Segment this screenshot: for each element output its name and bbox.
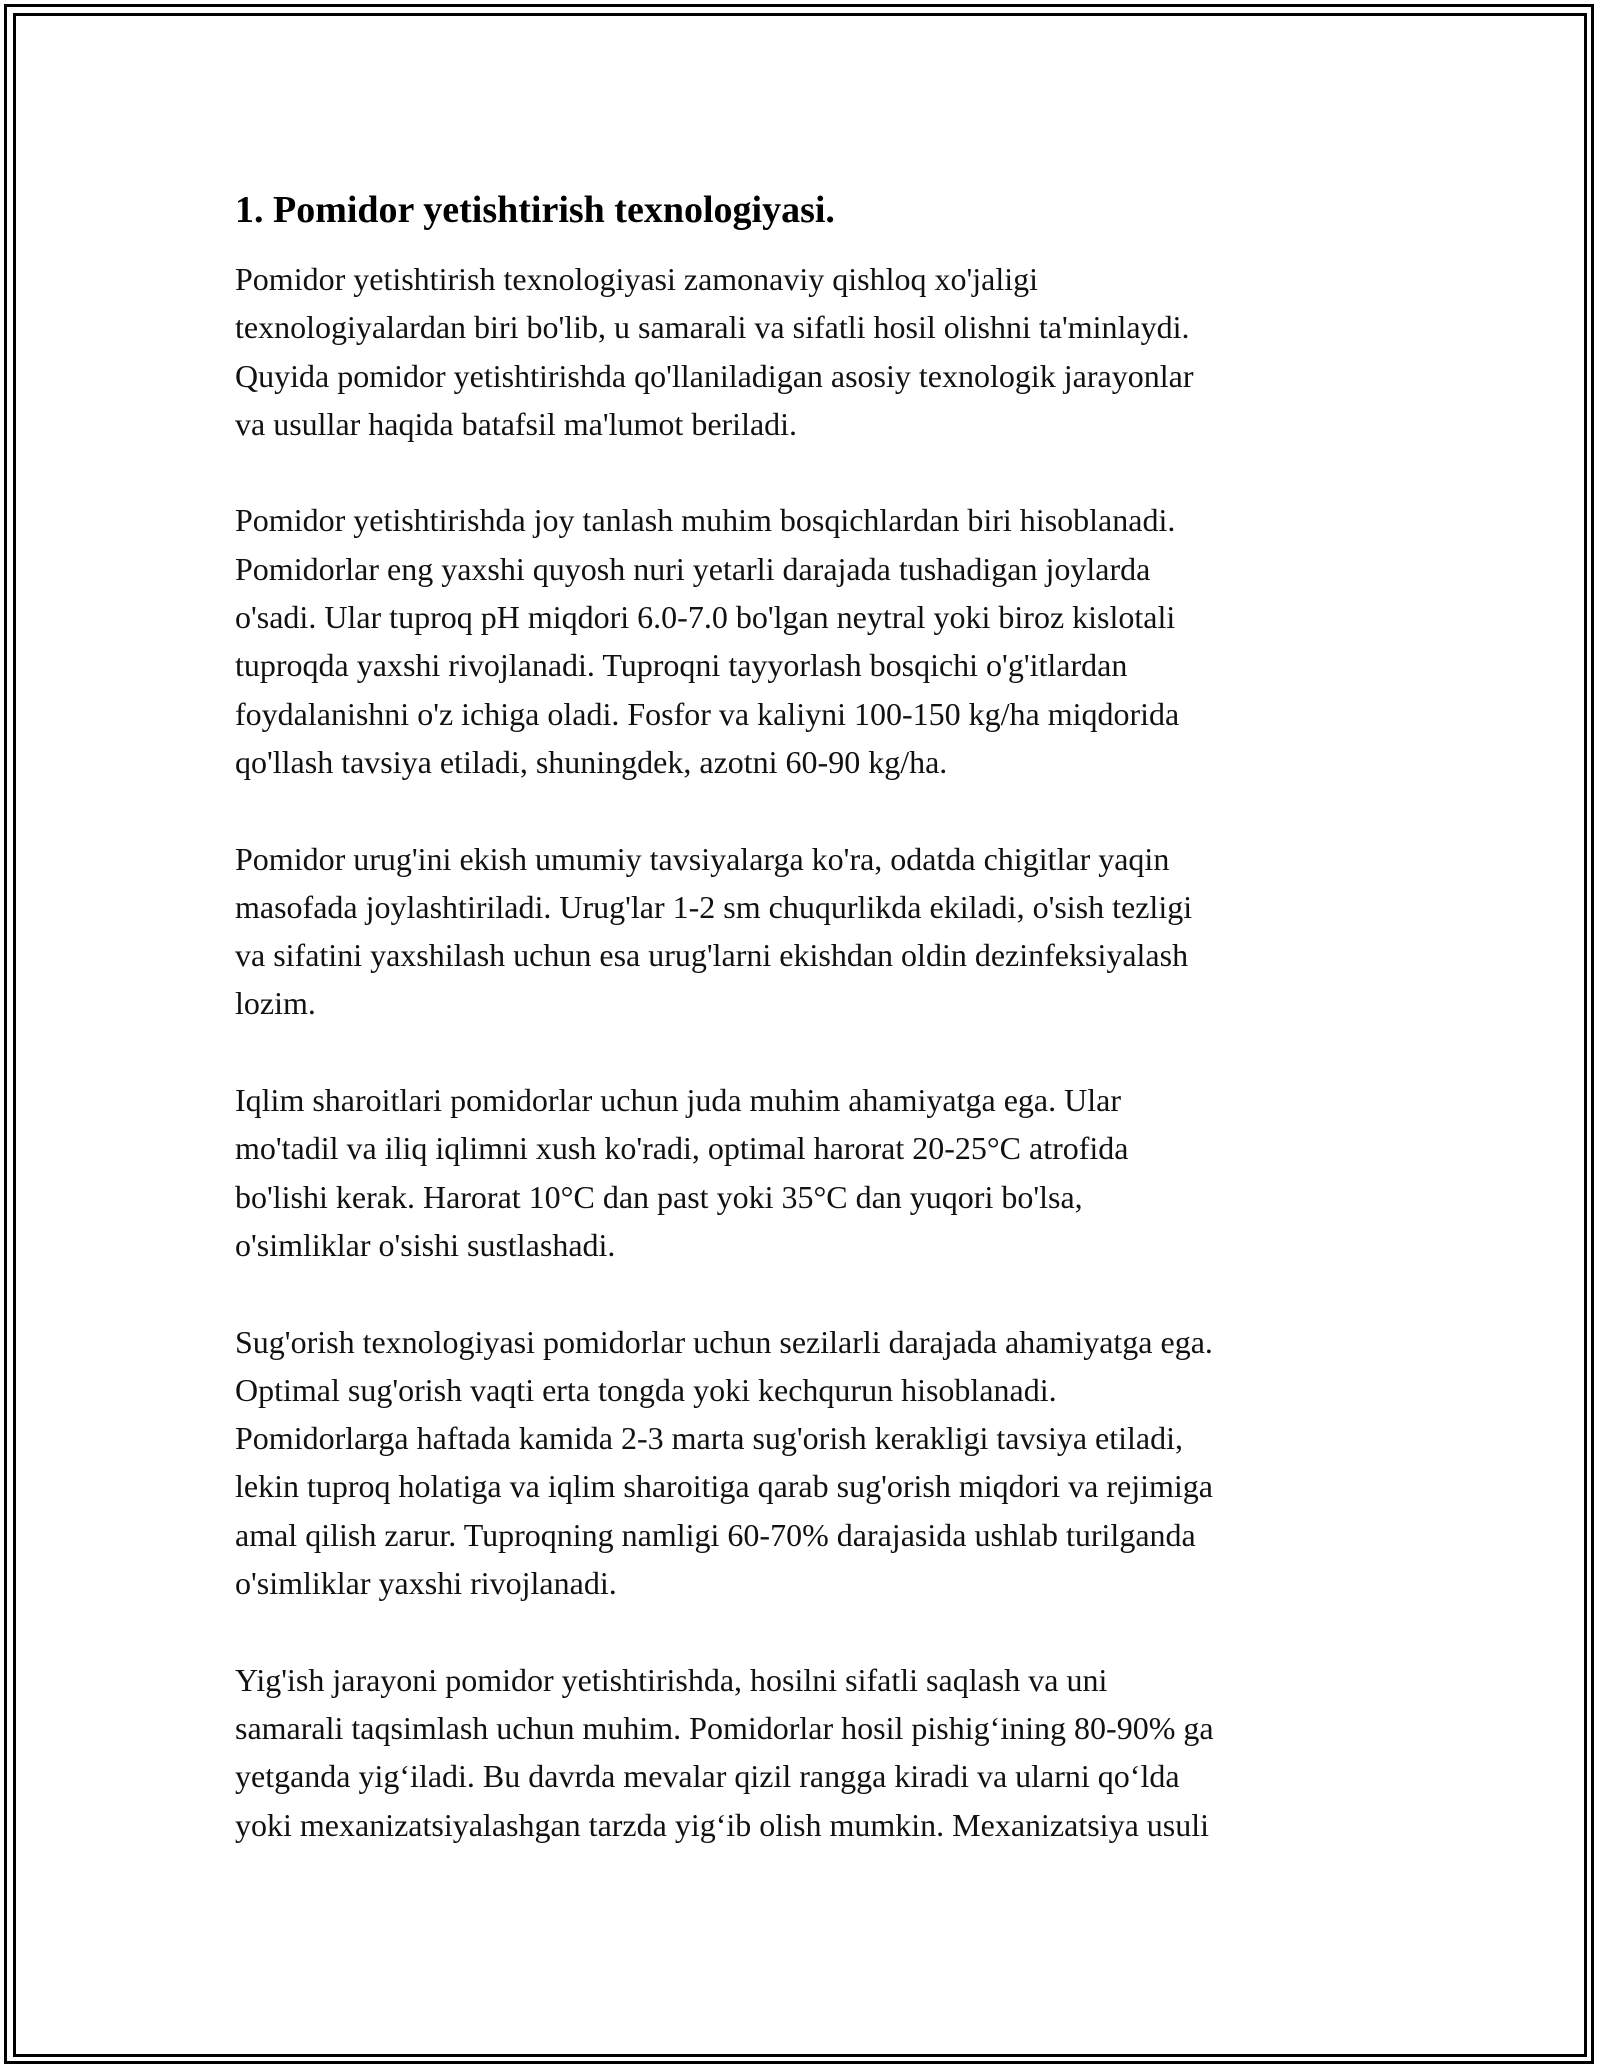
text-line: bo'lishi kerak. Harorat 10°C dan past yoki 35°C dan yuqori bo'lsa, <box>235 1178 1083 1215</box>
text-line: qo'llash tavsiya etiladi, shuningdek, azotni 60-90 kg/ha. <box>235 743 948 780</box>
paragraph-harvest <box>235 1656 1370 1849</box>
text-line: Pomidor yetishtirish texnologiyasi zamonaviy qishloq xo'jaligi <box>235 261 1039 297</box>
text-line: va usullar haqida batafsil ma'lumot beriladi. <box>235 405 798 442</box>
text-line: o'simliklar yaxshi rivojlanadi. <box>235 1565 617 1602</box>
text-line: Iqlim sharoitlari pomidorlar uchun juda muhim ahamiyatga ega. Ular <box>235 1082 1121 1119</box>
text-line: foydalanishni o'z ichiga oladi. Fosfor va kaliyni 100-150 kg/ha miqdorida <box>235 695 1180 732</box>
text-line: texnologiyalardan biri bo'lib, u samarali va sifatli hosil olishni ta'minlaydi. <box>235 309 1190 346</box>
text-line: o'sadi. Ular tuproq pH miqdori 6.0-7.0 bo'lgan neytral yoki biroz kislotali <box>235 599 1176 636</box>
text-line: amal qilish zarur. Tuproqning namligi 60-70% darajasida ushlab turilganda <box>235 1516 1196 1553</box>
text-line: Pomidorlar eng yaxshi quyosh nuri yetarli darajada tushadigan joylarda <box>235 550 1151 587</box>
text-line: Pomidor yetishtirishda joy tanlash muhim bosqichlardan biri hisoblanadi. <box>235 502 1176 539</box>
paragraph-irrigation <box>235 1318 1370 1608</box>
paragraph-climate <box>235 1076 1370 1269</box>
text-line: o'simliklar o'sishi sustlashadi. <box>235 1226 616 1263</box>
text-line: Yig'ish jarayoni pomidor yetishtirishda, hosilni sifatli saqlash va uni <box>235 1661 1108 1698</box>
text-line: Quyida pomidor yetishtirishda qo'llaniladigan asosiy texnologik jarayonlar <box>235 357 1194 394</box>
text-line: Pomidorlarga haftada kamida 2-3 marta sug'orish kerakligi tavsiya etiladi, <box>235 1420 1184 1457</box>
text-line: Sug'orish texnologiyasi pomidorlar uchun sezilarli darajada ahamiyatga ega. <box>235 1323 1213 1360</box>
text-line: Pomidor urug'ini ekish umumiy tavsiyalarga ko'ra, odatda chigitlar yaqin <box>235 840 1170 877</box>
text-line: masofada joylashtiriladi. Urug'lar 1-2 sm chuqurlikda ekiladi, o'sish tezligi <box>235 888 1193 925</box>
text-line: Optimal sug'orish vaqti erta tongda yoki kechqurun hisoblanadi. <box>235 1371 1057 1408</box>
text-line: va sifatini yaxshilash uchun esa urug'larni ekishdan oldin dezinfeksiyalash <box>235 937 1189 974</box>
text-line: lozim. <box>235 985 316 1022</box>
text-line: samarali taqsimlash uchun muhim. Pomidorlar hosil pishig‘ining 80-90% ga <box>235 1709 1214 1746</box>
text-line: lekin tuproq holatiga va iqlim sharoitiga qarab sug'orish miqdori va rejimiga <box>235 1468 1213 1505</box>
text-line: mo'tadil va iliq iqlimni xush ko'radi, optimal harorat 20-25°C atrofida <box>235 1130 1129 1167</box>
document-body <box>235 185 1370 1897</box>
paragraph-site-selection <box>235 496 1370 786</box>
text-line: tuproqda yaxshi rivojlanadi. Tuproqni tayyorlash bosqichi o'g'itlardan <box>235 647 1128 684</box>
document-title: 1. Pomidor yetishtirish texnologiyasi. <box>235 189 835 231</box>
text-line: yoki mexanizatsiyalashgan tarzda yig‘ib olish mumkin. Mexanizatsiya usuli <box>235 1806 1209 1843</box>
paragraph-intro <box>235 255 1370 448</box>
text-line: yetganda yig‘iladi. Bu davrda mevalar qizil rangga kiradi va ularni qo‘lda <box>235 1758 1180 1795</box>
paragraph-sowing <box>235 835 1370 1028</box>
